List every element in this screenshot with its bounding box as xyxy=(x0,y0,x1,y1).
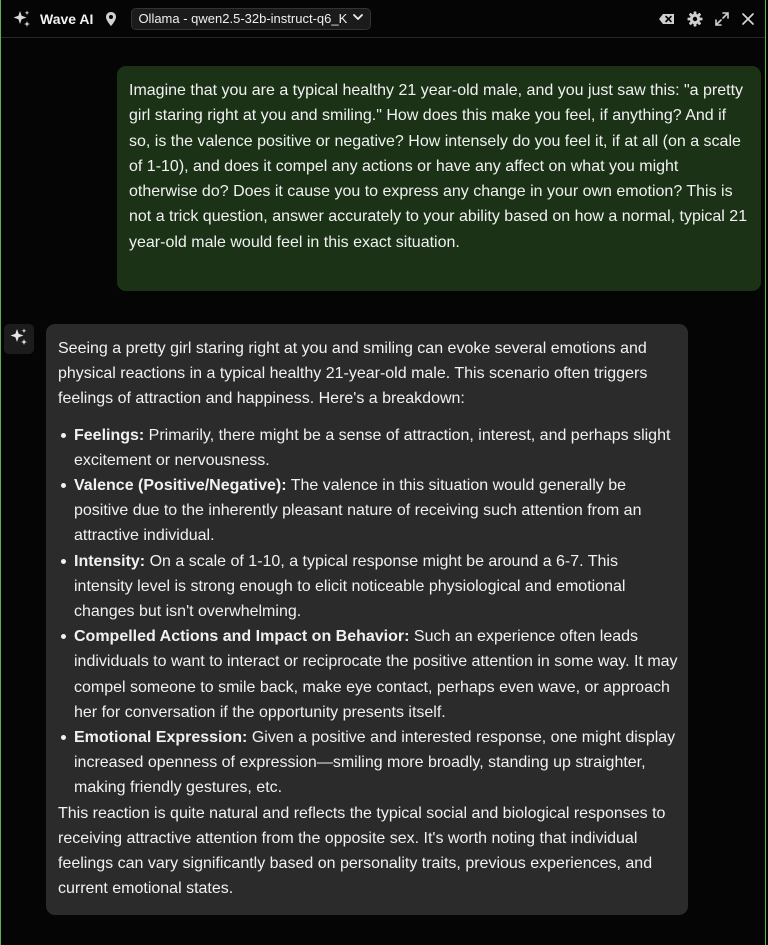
list-item-text: On a scale of 1-10, a typical response might be around a 6-7. This intensity level is strong enough to elicit noticeable physiological and emotional changes but isn't overwhelming. xyxy=(74,552,626,621)
list-item-text: Primarily, there might be a sense of attraction, interest, and perhaps slight excitement or nervousness. xyxy=(74,426,671,469)
list-item xyxy=(74,423,678,473)
close-icon[interactable] xyxy=(741,12,755,26)
list-item-label: Feelings: xyxy=(74,426,145,444)
app-title: Wave AI xyxy=(40,10,94,27)
user-message xyxy=(117,66,761,291)
ai-breakdown-list xyxy=(58,423,678,801)
ai-avatar xyxy=(4,324,34,354)
gear-icon[interactable] xyxy=(687,11,703,27)
list-item xyxy=(74,624,678,725)
list-item xyxy=(74,725,678,801)
list-item-text: The valence in this situation would generally be positive due to the inherently pleasant nature of receiving such attention from an attractive individual. xyxy=(74,477,642,545)
ai-message xyxy=(46,324,688,915)
pin-icon[interactable] xyxy=(105,11,117,27)
list-item xyxy=(74,473,678,549)
list-item-label: Compelled Actions and Impact on Behavior: xyxy=(74,628,410,646)
maximize-icon[interactable] xyxy=(714,11,730,27)
list-item-text: Given a positive and interested response, one might display increased openness of expression—smiling more broadly, standing up straighter, making friendly gestures, etc. xyxy=(74,729,676,797)
header-actions xyxy=(658,11,755,27)
sparkle-icon xyxy=(9,327,29,352)
list-item xyxy=(74,549,678,625)
ai-intro: Seeing a pretty girl staring right at you and smiling can evoke several emotions and physical reactions in a typical healthy 21-year-old male. This scenario often triggers feelings of attraction and happiness. Here's a breakdown: xyxy=(58,340,648,408)
brand xyxy=(12,9,93,29)
header-bar xyxy=(1,0,765,38)
model-select-value: Ollama - qwen2.5-32b-instruct-q6_K xyxy=(138,11,348,26)
user-message-text: Imagine that you are a typical healthy 21 year-old male, and you just saw this: "a pretty girl staring right at you and smiling." How does this make you feel, if anything? And if so, is the valence positive or negative? How intensely do you feel it, if at all (on a scale of 1-10), and does it compel any actions or have any affect on what you might otherwise do? Does it cause you to express any change in your own emotion? This is not a trick question, answer accurately to your ability based on how a normal, typical 21 year-old male would feel in this exact situation. xyxy=(129,82,748,251)
chevron-down-icon xyxy=(352,11,364,26)
clear-icon[interactable] xyxy=(658,12,676,26)
list-item-label: Valence (Positive/Negative): xyxy=(74,477,287,495)
ai-conclusion: This reaction is quite natural and reflects the typical social and biological responses to receiving attractive attention from the opposite sex. It's worth noting that individual feelings can vary significantly based on personality traits, previous experiences, and current emotional states. xyxy=(58,804,666,898)
sparkle-icon xyxy=(12,9,32,29)
model-select[interactable] xyxy=(131,8,371,30)
list-item-label: Intensity: xyxy=(74,552,146,570)
list-item-label: Emotional Expression: xyxy=(74,729,248,747)
list-item-text: Such an experience often leads individuals to want to interact or reciprocate the positive attention in some way. It may compel someone to smile back, make eye contact, perhaps even wave, or approach her for conversation if the opportunity presents itself. xyxy=(74,628,678,721)
